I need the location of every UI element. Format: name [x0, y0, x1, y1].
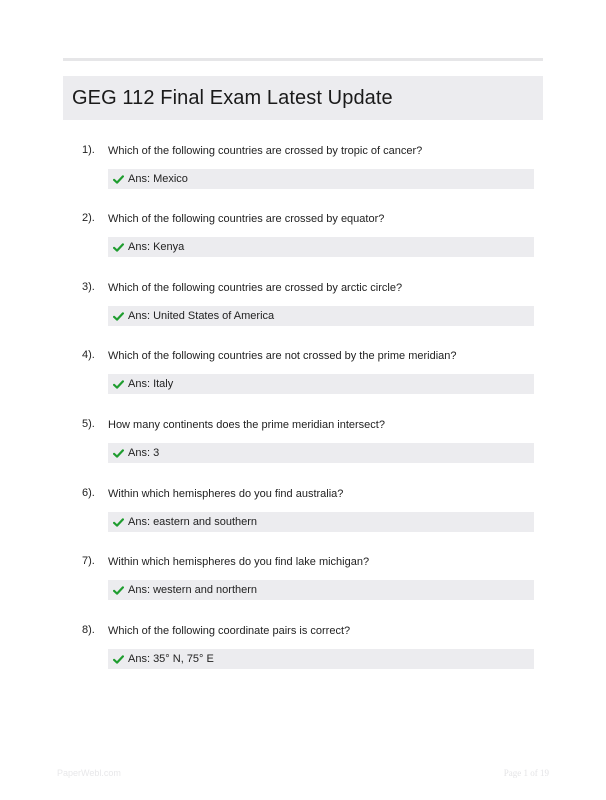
answer-text: Ans: Italy	[128, 378, 174, 390]
question-number: 5).	[82, 418, 95, 430]
question-text: Which of the following countries are crossed by tropic of cancer?	[108, 145, 423, 157]
question-text: Which of the following countries are crossed by arctic circle?	[108, 282, 403, 294]
answer-box	[108, 512, 534, 532]
answer-text: Ans: eastern and southern	[128, 516, 258, 528]
question-number: 7).	[82, 555, 95, 567]
question-item	[0, 624, 606, 684]
check-icon	[113, 174, 124, 185]
check-icon	[113, 517, 124, 528]
answer-box	[108, 443, 534, 463]
question-item	[0, 212, 606, 272]
question-item	[0, 487, 606, 547]
question-text: Within which hemispheres do you find australia?	[108, 488, 344, 500]
top-divider	[63, 58, 543, 61]
question-number: 1).	[82, 144, 95, 156]
answer-text: Ans: 3	[128, 447, 160, 459]
page-title: GEG 112 Final Exam Latest Update	[72, 86, 393, 109]
answer-text: Ans: 35° N, 75° E	[128, 653, 214, 665]
question-number: 6).	[82, 487, 95, 499]
question-number: 8).	[82, 624, 95, 636]
answer-text: Ans: Mexico	[128, 173, 188, 185]
question-item	[0, 144, 606, 204]
answer-box	[108, 580, 534, 600]
question-item	[0, 349, 606, 409]
check-icon	[113, 311, 124, 322]
question-text: How many continents does the prime meridian intersect?	[108, 419, 385, 431]
question-text: Within which hemispheres do you find lake michigan?	[108, 556, 370, 568]
answer-box	[108, 169, 534, 189]
answer-box	[108, 237, 534, 257]
question-text: Which of the following countries are crossed by equator?	[108, 213, 385, 225]
question-number: 4).	[82, 349, 95, 361]
footer-watermark: PaperWebl.com	[57, 768, 121, 778]
question-text: Which of the following coordinate pairs is correct?	[108, 625, 351, 637]
answer-box	[108, 374, 534, 394]
answer-text: Ans: Kenya	[128, 241, 185, 253]
question-number: 2).	[82, 212, 95, 224]
check-icon	[113, 242, 124, 253]
check-icon	[113, 585, 124, 596]
answer-box	[108, 306, 534, 326]
question-number: 3).	[82, 281, 95, 293]
check-icon	[113, 448, 124, 459]
page-number: Page 1 of 19	[503, 768, 549, 778]
answer-text: Ans: United States of America	[128, 310, 275, 322]
title-banner	[63, 76, 543, 120]
check-icon	[113, 379, 124, 390]
question-item	[0, 418, 606, 478]
question-text: Which of the following countries are not crossed by the prime meridian?	[108, 350, 457, 362]
answer-box	[108, 649, 534, 669]
question-item	[0, 281, 606, 341]
question-item	[0, 555, 606, 615]
answer-text: Ans: western and northern	[128, 584, 258, 596]
check-icon	[113, 654, 124, 665]
